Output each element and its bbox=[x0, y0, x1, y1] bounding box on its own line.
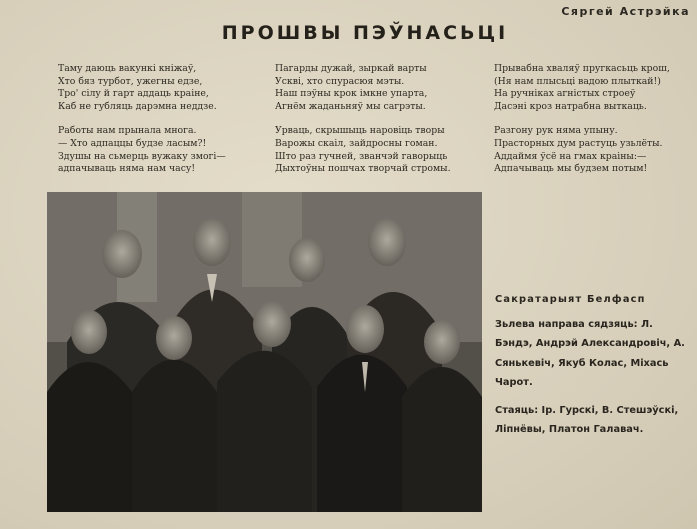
verse-line: Здушы на сьмерць вужаку змогі— bbox=[58, 150, 226, 162]
verse-line: Наш пэўны крок імкне упарта, bbox=[275, 88, 428, 100]
verse-line: Тро' сілу й гарт аддаць краіне, bbox=[58, 88, 209, 100]
group-photo bbox=[47, 192, 482, 512]
caption-standing: Стаяць: Ір. Гурскі, В. Стешэўскі, Ліпнёвы, Платон Галавач. bbox=[495, 404, 679, 435]
verse-line: Работы нам прынала многа. bbox=[58, 125, 197, 137]
author-name: Сяргей Астрэйка bbox=[561, 5, 690, 18]
verse-line: — Хто адпаццы будзе ласым?! bbox=[58, 137, 207, 149]
stanza bbox=[494, 63, 670, 113]
verse-line: (Ня нам плысьці вадою плыткай!) bbox=[494, 75, 661, 87]
stanza bbox=[58, 125, 226, 175]
stanza bbox=[275, 63, 451, 113]
caption-heading: Сакратарыят Белфасп bbox=[495, 294, 646, 305]
verse-line: Разгону рук няма упыну. bbox=[494, 125, 618, 137]
poem-column-2 bbox=[275, 63, 451, 188]
verse-line: Дыхтоўны пошчах творчай стромы. bbox=[275, 163, 451, 175]
verse-line: Ускві, хто спурасюя мэты. bbox=[275, 75, 405, 87]
stanza bbox=[275, 125, 451, 175]
photo-caption bbox=[495, 290, 690, 448]
verse-line: Таму даюць вакункі кніжаў, bbox=[58, 63, 197, 74]
poem-column-3 bbox=[494, 63, 670, 188]
poem-column-1 bbox=[58, 63, 226, 188]
verse-line: Дасэні кроз натрабна выткаць. bbox=[494, 100, 647, 112]
verse-line: Пагарды дужай, зыркай варты bbox=[275, 63, 427, 74]
verse-line: Што раз гучней, званчэй гаворыць bbox=[275, 150, 448, 162]
caption-seated: Зьлева направа сядзяць: Л. Бэндэ, Андрэй Александровіч, А. Сянькевіч, Якуб Колас, Міхась Чарот. bbox=[495, 318, 685, 388]
verse-line: Адпачываць мы будзем потым! bbox=[494, 163, 648, 175]
verse-line: Прасторных дум растуць узьлёты. bbox=[494, 137, 663, 149]
verse-line: адпачываць няма нам часу! bbox=[58, 163, 196, 175]
verse-line: На ручніках агністых строеў bbox=[494, 88, 636, 100]
group-photo-image bbox=[47, 192, 482, 512]
stanza bbox=[58, 63, 226, 113]
verse-line: Урваць, скрышыць наровіць творы bbox=[275, 125, 445, 137]
poem-title: ПРОШВЫ ПЭЎНАСЬЦІ bbox=[221, 22, 509, 44]
verse-line: Агнём жаданьняў мы сагрэты. bbox=[275, 100, 426, 112]
verse-line: Каб не губляць дарэмна неддзе. bbox=[58, 100, 217, 112]
verse-line: Хто бяз турбот, ужегны едзе, bbox=[58, 75, 203, 87]
verse-line: Аддаймя ўсё на гмах краіны:— bbox=[494, 150, 647, 162]
verse-line: Прывабна хваляў пругкасьць крош, bbox=[494, 63, 670, 74]
stanza bbox=[494, 125, 670, 175]
verse-line: Варожы скаіл, зайдросны гоман. bbox=[275, 137, 438, 149]
